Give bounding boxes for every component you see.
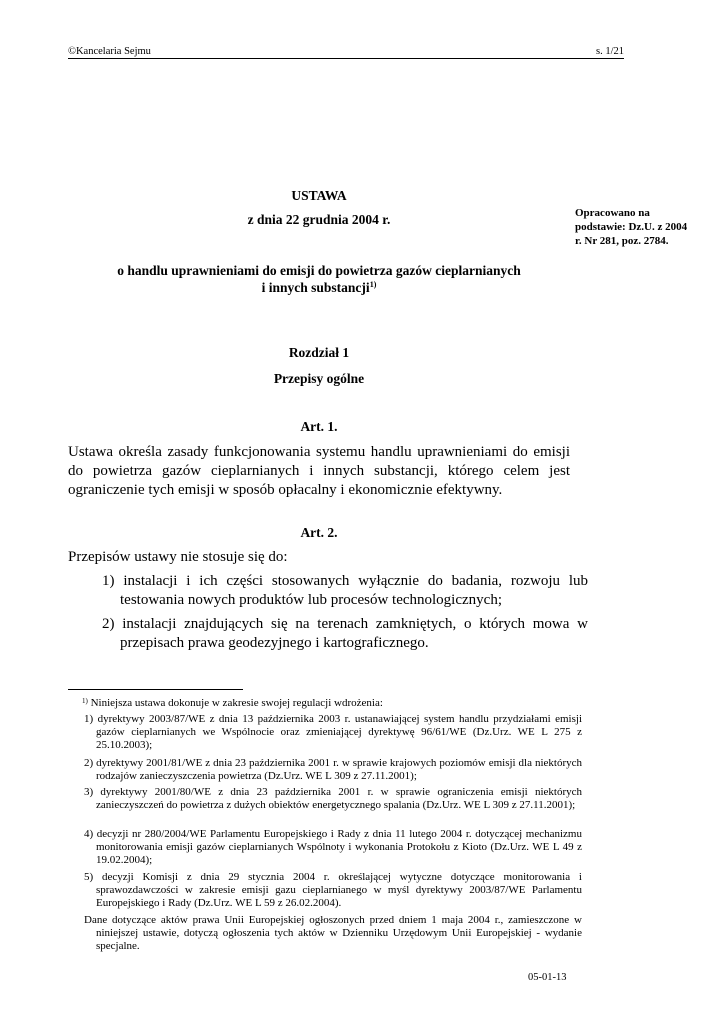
footnote-item-1: 1) dyrektywy 2003/87/WE z dnia 13 października 2003 r. ustanawiającej system handlu przydziałami emisji gazów cieplarnianych we Wspólnocie oraz zmieniającej dyrektywę 96/61/WE (Dz.Urz. WE L 275 z 25.10.2003); <box>84 713 582 751</box>
publisher-label: ©Kancelaria Sejmu <box>68 46 151 57</box>
chapter-number: Rozdział 1 <box>288 345 350 360</box>
footnote-mark: 1) <box>82 697 88 705</box>
footnote-reference: 1) <box>369 280 377 289</box>
page-number: s. 1/21 <box>595 46 624 57</box>
footnote-item-5: 5) decyzji Komisji z dnia 29 stycznia 2004 r. określającej wytyczne dotyczące monitorowania i sprawozdawczości w zakresie emisji gazu cieplarnianego w myśl dyrektywy 2003/87/WE Parlamentu Europejskiego i Rady (Dz.Urz. WE L 59 z 26.02.2004). <box>84 871 582 909</box>
footnote-closing: Dane dotyczące aktów prawa Unii Europejskiej ogłoszonych przed dniem 1 maja 2004 r., zamieszczone w niniejszej ustawie, dotyczą ogłoszenia tych aktów w Dzienniku Urzędowym Unii Europejskiej - wydanie specjalne. <box>84 914 582 952</box>
article-2-point-1: 1) instalacji i ich części stosowanych wyłącznie do badania, rozwoju lub testowania nowych produktów lub procesów technologicznych; <box>102 573 588 608</box>
article-2-point-2: 2) instalacji znajdujących się na terenach zamkniętych, o których mowa w przepisach prawa geodezyjnego i kartograficznego. <box>102 616 588 651</box>
article-1-text: Ustawa określa zasady funkcjonowania systemu handlu uprawnieniami do emisji do powietrza gazów cieplarnianych i innych substancji, którego celem jest ograniczenie tych emisji w sposób opłacalny i ekonomicznie efektywny. <box>68 444 570 498</box>
chapter-title: Przepisy ogólne <box>273 371 365 386</box>
act-title-line-2: i innych substancji <box>261 280 370 295</box>
article-2-heading: Art. 2. <box>300 525 338 540</box>
footnote-item-4: 4) decyzji nr 280/2004/WE Parlamentu Europejskiego i Rady z dnia 11 lutego 2004 r. dotyczącej mechanizmu monitorowania emisji gazów cieplarnianych Wspólnoty i wykonania Protokołu z Kioto (Dz.Urz. WE L 49 z 19.02.2004); <box>84 828 582 866</box>
footnote-intro-text: Niniejsza ustawa dokonuje w zakresie swojej regulacji wdrożenia: <box>90 697 383 709</box>
act-title <box>68 262 570 296</box>
footer-date: 05-01-13 <box>528 972 567 983</box>
act-title-line-1: o handlu uprawnieniami do emisji do powietrza gazów cieplarnianych <box>117 263 521 278</box>
footnote-intro <box>68 697 570 710</box>
footnote-separator <box>68 689 243 690</box>
running-header <box>68 46 624 59</box>
act-type: USTAWA <box>291 188 347 203</box>
article-2-intro: Przepisów ustawy nie stosuje się do: <box>68 549 288 565</box>
source-note: Opracowano na podstawie: Dz.U. z 2004 r. Nr 281, poz. 2784. <box>575 207 688 247</box>
act-date: z dnia 22 grudnia 2004 r. <box>247 212 391 227</box>
footnote-item-2: 2) dyrektywy 2001/81/WE z dnia 23 października 2001 r. w sprawie krajowych poziomów emisji dla niektórych rodzajów zanieczyszczenia powietrza (Dz.Urz. WE L 309 z 27.11.2001); <box>84 757 582 782</box>
article-1-heading: Art. 1. <box>300 419 338 434</box>
footnote-item-3: 3) dyrektywy 2001/80/WE z dnia 23 października 2001 r. w sprawie ograniczenia emisji niektórych zanieczyszczeń do powietrza z dużych obiektów energetycznego spalania (Dz.Urz. WE L 309 z 27.11.2001); <box>84 786 582 811</box>
